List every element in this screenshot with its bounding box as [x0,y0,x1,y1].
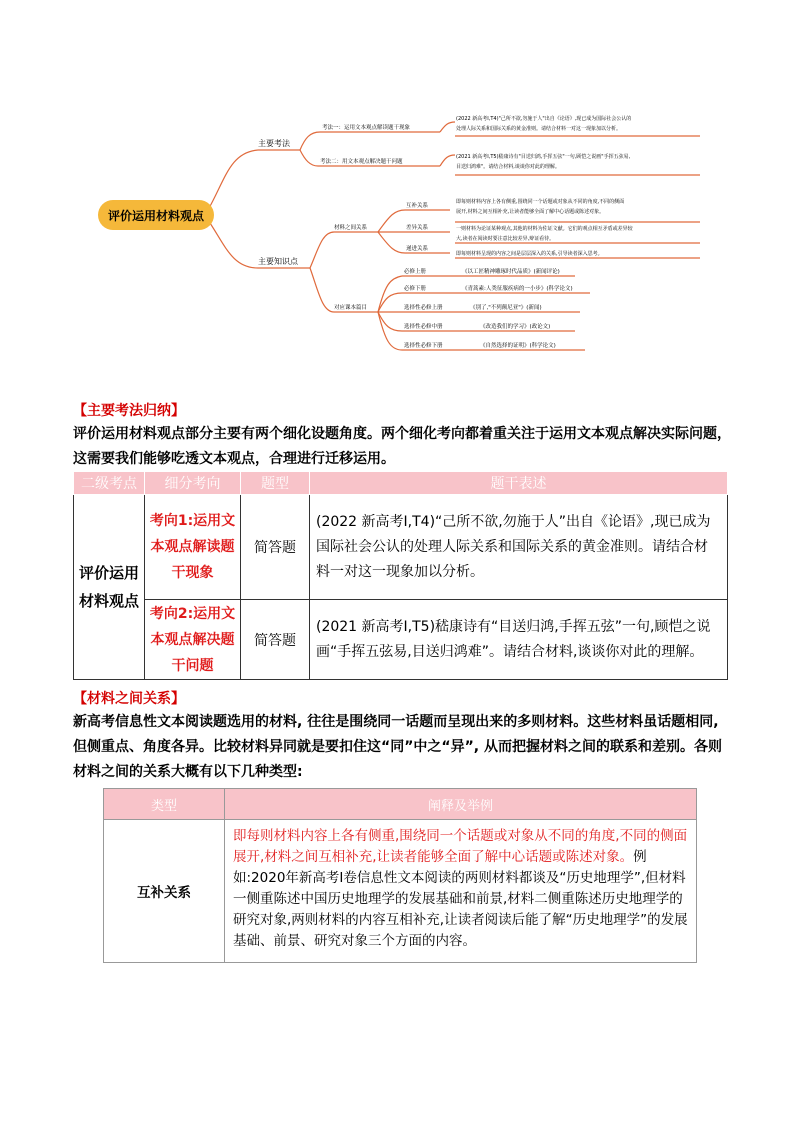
textbook-label: 对应课本篇目 [334,305,368,311]
rel2-label: 差异关系 [406,225,429,231]
header-kind: 类型 [104,789,225,820]
table-header-row [104,789,697,820]
table-row [104,820,697,963]
textbook-title: 《改造我们的学习》(政论文) [480,324,551,330]
rel2-desc-2: 大,读者在阅读时要注意比较差异,辩证看待。 [456,236,555,242]
mind-map-root-label: 评价运用材料观点 [107,209,205,223]
type-cell: 简答题 [241,600,310,680]
relations-label: 材料之间关系 [334,225,368,231]
exam-method-table [73,471,728,680]
method1-label: 考法一：运用文本观点解读题干现象 [322,125,411,131]
textbook-title: 《以工匠精神雕琢时代品质》(新闻评论) [462,269,560,275]
table-header-row [74,472,728,495]
section2-paragraph: 新高考信息性文本阅读题选用的材料, 往往是围绕同一话题而呈现出来的多则材料。这些材料虽话题相同, 但侧重点、角度各异。比较材料异同就是要扣住这“同”中之“异”, 从而把握材料之间的联系和差别。各则材料之间的关系大概有以下几种类型: [73,714,722,780]
method2-desc-2: 目送归鸿难"。请结合材料,谈谈你对此的理解。 [456,164,560,170]
rel3-label: 递进关系 [406,246,429,252]
textbook-title: 《青蒿素:人类征服疾病的一小步》(科学论文) [462,286,573,292]
branch-knowledge: 主要知识点 [258,257,298,266]
level2-cell: 评价运用材料观点 [74,495,145,680]
header-direction: 细分考向 [145,472,241,495]
kind-cell: 互补关系 [104,820,225,963]
mind-map [0,0,800,370]
method2-label: 考法二：用文本观点解决题干问题 [320,159,403,165]
branch-methods: 主要考法 [258,139,290,148]
type-cell: 简答题 [241,495,310,600]
table-row [74,495,728,600]
section2-heading: 【材料之间关系】 [73,691,185,707]
method1-desc-2: 处理人际关系和国际关系的黄金准则。请结合材料一对这一现象加以分析。 [456,126,622,132]
explanation-cell [225,820,697,963]
line-root-methods [208,150,258,210]
rel3-desc: 即每则材料呈现的内容之间是层层深入的关系,引导读者深入思考。 [456,251,603,257]
explanation-example: 例如:2020年新高考Ⅰ卷信息性文本阅读的两则材料都谈及“历史地理学”,但材料一侧重陈述中国历史地理学的发展基础和前景,材料二侧重陈述历史地理学的研究对象,两则材料的内容互相补充,让读者阅读后能了解“历史地理学”的发展基础、前景、研究对象三个方面的内容。 [233,849,688,949]
table-row [74,600,728,680]
section1-paragraph: 评价运用材料观点部分主要有两个细化设题角度。两个细化考向都着重关注于运用文本观点解决实际问题，这需要我们能够吃透文本观点，合理进行迁移运用。 [73,426,731,467]
method1-desc-1: (2022 新高考Ⅰ,T4)"己所不欲,勿施于人"出自《论语》,现已成为国际社会公认的 [456,116,632,122]
explanation-highlight: 即每则材料内容上各有侧重,围绕同一个话题或对象从不同的角度,不同的侧面展开,材料之间互相补充,让读者能够全面了解中心话题或陈述对象。 [233,828,688,865]
textbook-book: 必修下册 [404,286,427,292]
rel1-label: 互补关系 [406,203,429,209]
description-cell: (2022 新高考Ⅰ,T4)“己所不欲,勿施于人”出自《论语》,现已成为国际社会公认的处理人际关系和国际关系的黄金准则。请结合材料一对这一现象加以分析。 [310,495,728,600]
textbook-book: 选择性必修中册 [404,324,443,330]
material-relation-table [103,788,697,963]
method2-desc-1: (2021 新高考Ⅰ,T5)嵇康诗有"目送归鸿,手挥五弦"一句,顾恺之说画"手挥五弦易, [456,154,631,160]
textbook-book: 必修上册 [404,269,427,275]
textbook-title: 《别了,"不列颠尼亚"》(新闻) [470,305,542,311]
rel1-desc-1: 即每则材料内容上各有侧重,围绕同一个话题或对象从不同的角度,不同的侧面 [456,199,625,205]
description-cell: (2021 新高考Ⅰ,T5)嵇康诗有“目送归鸿,手挥五弦”一句,顾恺之说画“手挥五弦易,目送归鸿难”。请结合材料,谈谈你对此的理解。 [310,600,728,680]
rel2-desc-1: 一则材料为论证某种观点,其他的材料为佐证文献。它们的观点相互矛盾或差异较 [456,226,633,232]
header-description: 题干表述 [310,472,728,495]
header-explanation: 阐释及举例 [225,789,697,820]
section1-heading: 【主要考法归纳】 [73,403,185,419]
header-level2: 二级考点 [74,472,145,495]
direction-cell: 考向1:运用文本观点解读题干现象 [145,495,241,600]
direction-cell: 考向2:运用文本观点解决题干问题 [145,600,241,680]
textbook-title: 《自然选择的证明》(科学论文) [480,343,556,349]
rel1-desc-2: 展开,材料之间互相补充,让读者能够全面了解中心话题或陈述对象。 [456,209,605,215]
line-root-knowledge [208,220,258,268]
textbook-book: 选择性必修上册 [404,305,443,311]
header-type: 题型 [241,472,310,495]
textbook-book: 选择性必修下册 [404,343,443,349]
